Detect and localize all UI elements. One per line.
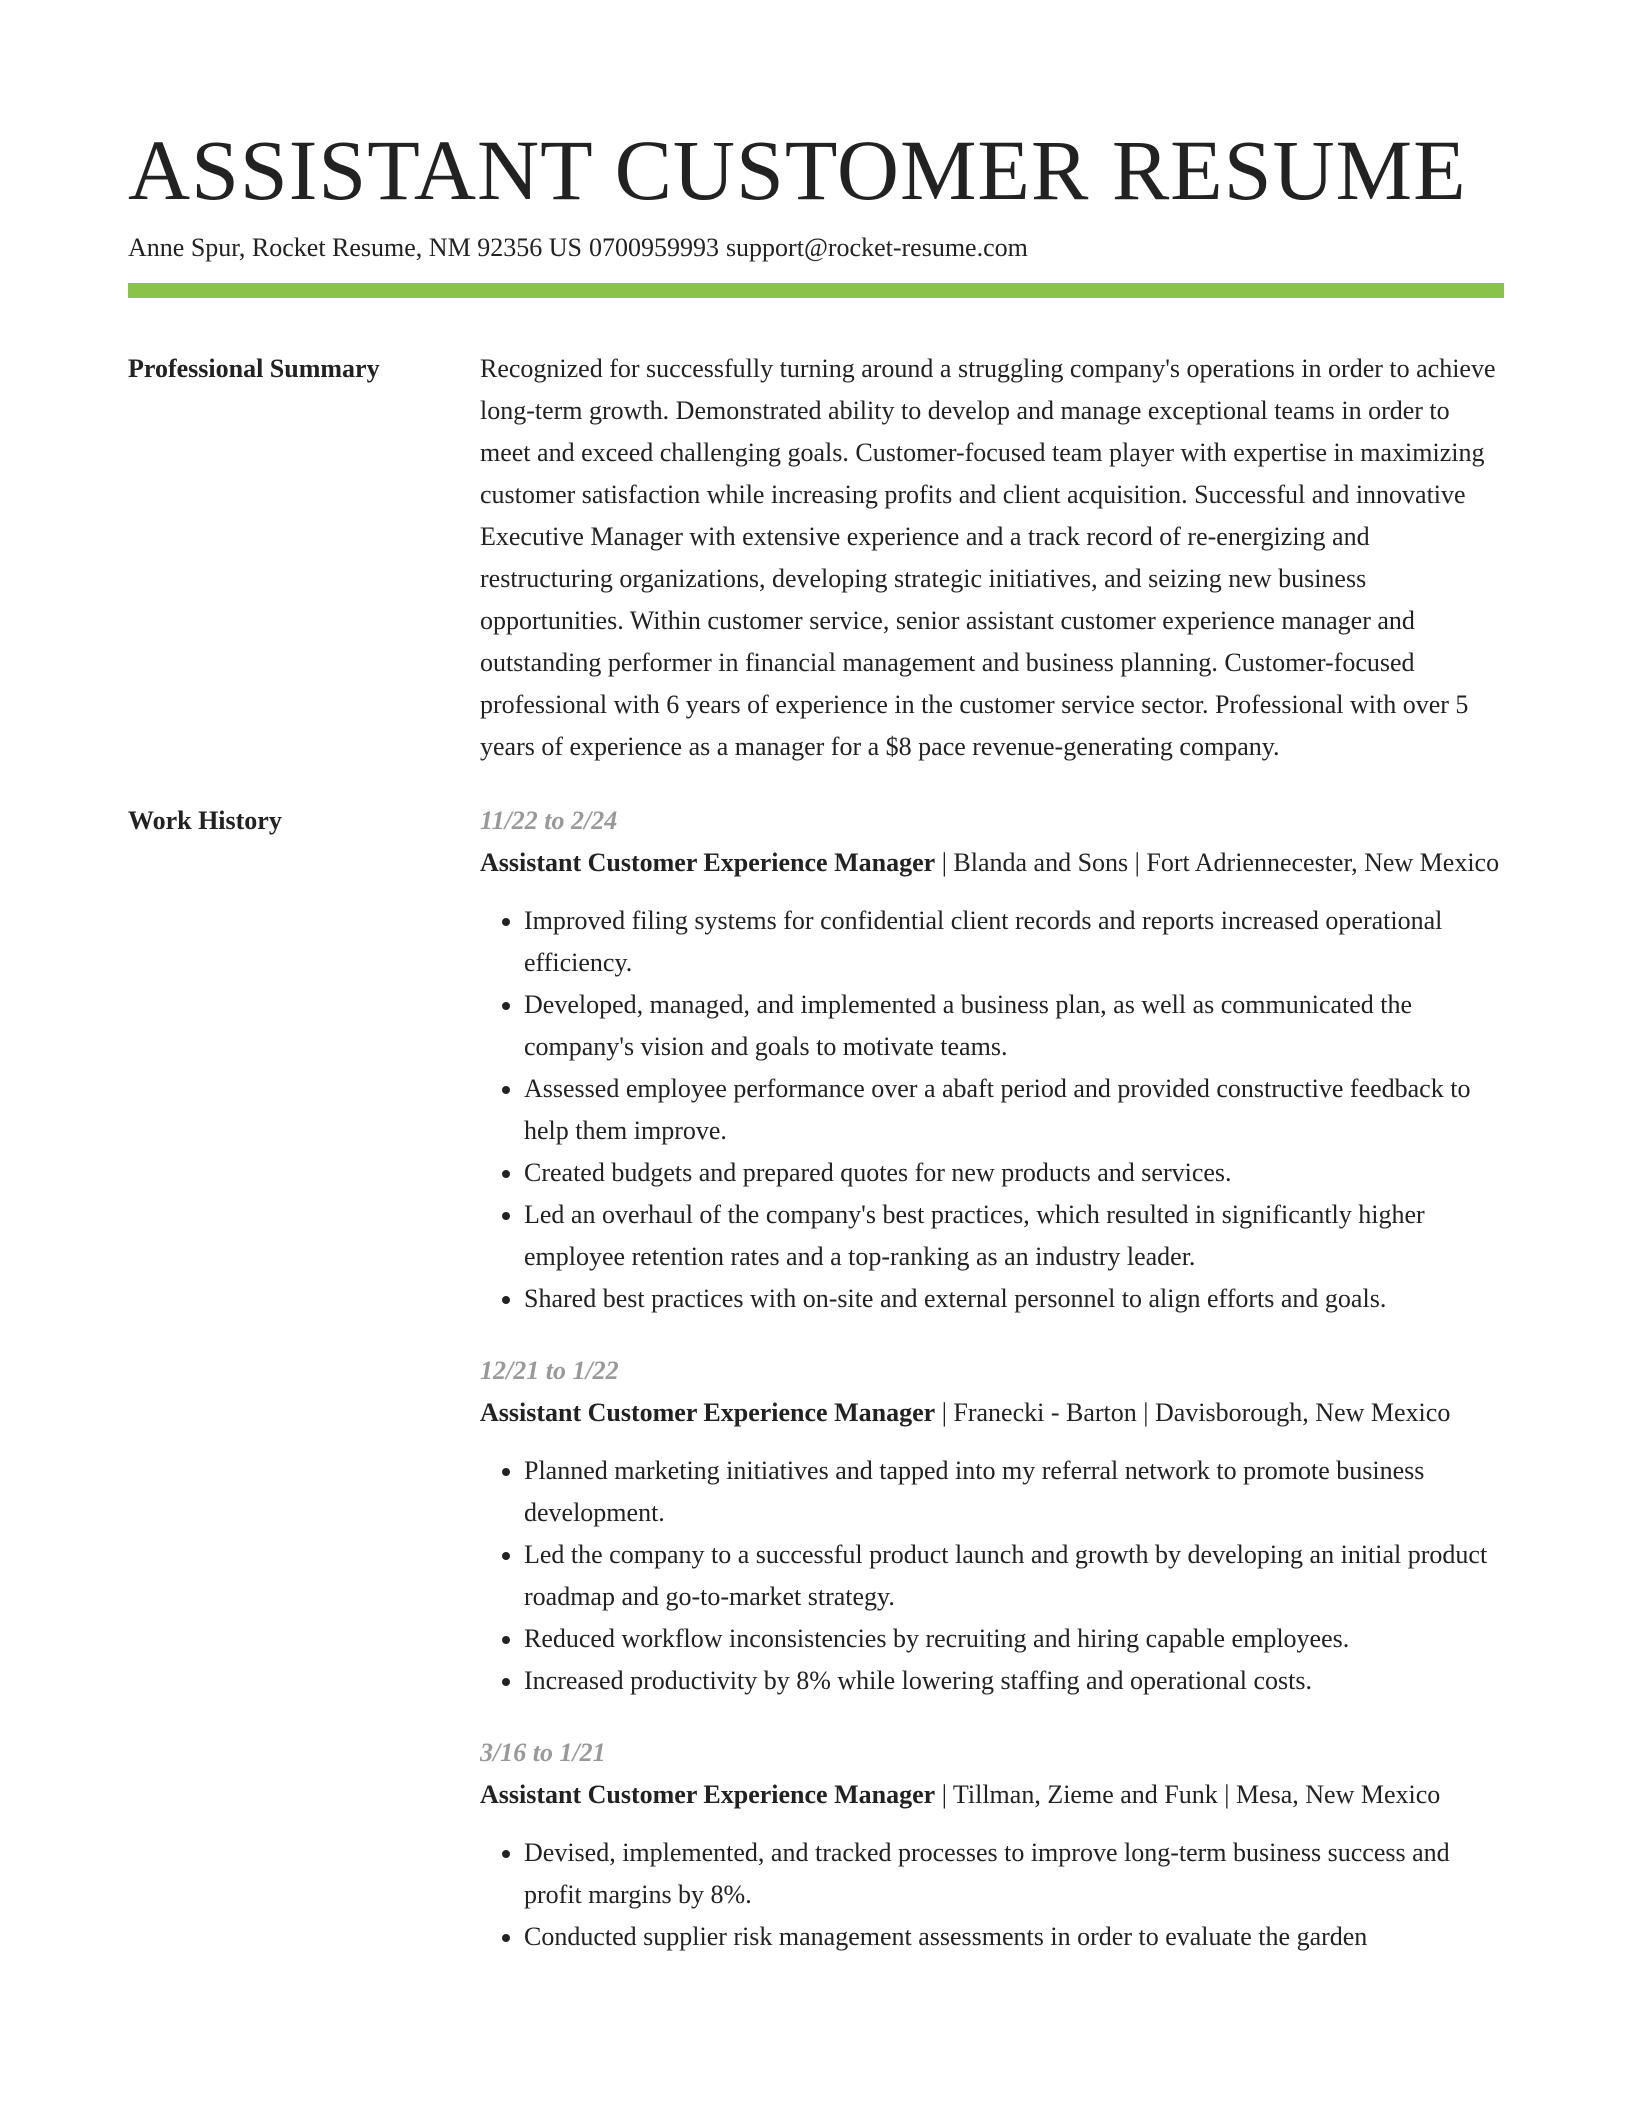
job-title: Assistant Customer Experience Manager (480, 848, 936, 877)
section-label-work-history: Work History (128, 806, 282, 835)
bullet-item: • Created budgets and prepared quotes for new products and services. (524, 1152, 1504, 1194)
job-entry (480, 800, 1504, 1320)
job-details: | Franecki - Barton | Davisborough, New Mexico (935, 1398, 1451, 1427)
work-history-section (128, 800, 1504, 1958)
job-heading (480, 1774, 1504, 1816)
job-title: Assistant Customer Experience Manager (480, 1780, 936, 1809)
job-bullets (480, 1832, 1504, 1958)
bullet-item: • Improved filing systems for confidential client records and reports increased operational efficiency. (524, 900, 1504, 984)
contact-line (128, 231, 1504, 265)
section-label-summary: Professional Summary (128, 354, 380, 383)
professional-summary-section (128, 348, 1504, 768)
contact-email: support@rocket-resume.com (725, 233, 1028, 262)
job-dates: 3/16 to 1/21 (480, 1738, 606, 1767)
bullet-item: • Increased productivity by 8% while lowering staffing and operational costs. (524, 1660, 1504, 1702)
bullet-item: • Led the company to a successful product launch and growth by developing an initial product roadmap and go-to-market strategy. (524, 1534, 1504, 1618)
bullet-item: • Led an overhaul of the company's best practices, which resulted in significantly higher employee retention rates and a top-ranking as an industry leader. (524, 1194, 1504, 1278)
bullet-item: • Shared best practices with on-site and external personnel to align efforts and goals. (524, 1278, 1504, 1320)
job-entry (480, 1732, 1504, 1958)
bullet-item: • Devised, implemented, and tracked processes to improve long-term business success and profit margins by 8%. (524, 1832, 1504, 1916)
job-dates: 11/22 to 2/24 (480, 806, 618, 835)
job-entry (480, 1350, 1504, 1702)
job-details: | Tillman, Zieme and Funk | Mesa, New Mexico (935, 1780, 1441, 1809)
bullet-item: • Assessed employee performance over a abaft period and provided constructive feedback to help them improve. (524, 1068, 1504, 1152)
job-heading (480, 842, 1504, 884)
contact-address: Anne Spur, Rocket Resume, NM 92356 US (128, 233, 582, 262)
header-divider (128, 283, 1504, 298)
work-history-body (480, 800, 1504, 1958)
summary-text: Recognized for successfully turning around a struggling company's operations in order to achieve long-term growth. Demonstrated ability to develop and manage exceptional teams in order to meet and exceed challenging goals. Customer-focused team player with expertise in maximizing customer satisfaction while increasing profits and client acquisition. Successful and innovative Executive Manager with extensive experience and a track record of re-energizing and restructuring organizations, developing strategic initiatives, and seizing new business opportunities. Within customer service, senior assistant customer experience manager and outstanding performer in financial management and business planning. Customer-focused professional with 6 years of experience in the customer service sector. Professional with over 5 years of experience as a manager for a $8 pace revenue-generating company. (480, 354, 1496, 761)
job-bullets (480, 1450, 1504, 1702)
job-dates: 12/21 to 1/22 (480, 1356, 619, 1385)
job-heading (480, 1392, 1504, 1434)
job-bullets (480, 900, 1504, 1320)
bullet-item: • Planned marketing initiatives and tapped into my referral network to promote business development. (524, 1450, 1504, 1534)
bullet-item: • Reduced workflow inconsistencies by recruiting and hiring capable employees. (524, 1618, 1504, 1660)
resume-page (128, 120, 1504, 1958)
job-title: Assistant Customer Experience Manager (480, 1398, 936, 1427)
bullet-item: • Developed, managed, and implemented a business plan, as well as communicated the company's vision and goals to motivate teams. (524, 984, 1504, 1068)
bullet-item: • Conducted supplier risk management assessments in order to evaluate the garden (524, 1916, 1504, 1958)
job-details: | Blanda and Sons | Fort Adriennecester, New Mexico (935, 848, 1500, 877)
resume-title: ASSISTANT CUSTOMER RESUME (128, 122, 1467, 218)
contact-phone: 0700959993 (588, 233, 719, 262)
